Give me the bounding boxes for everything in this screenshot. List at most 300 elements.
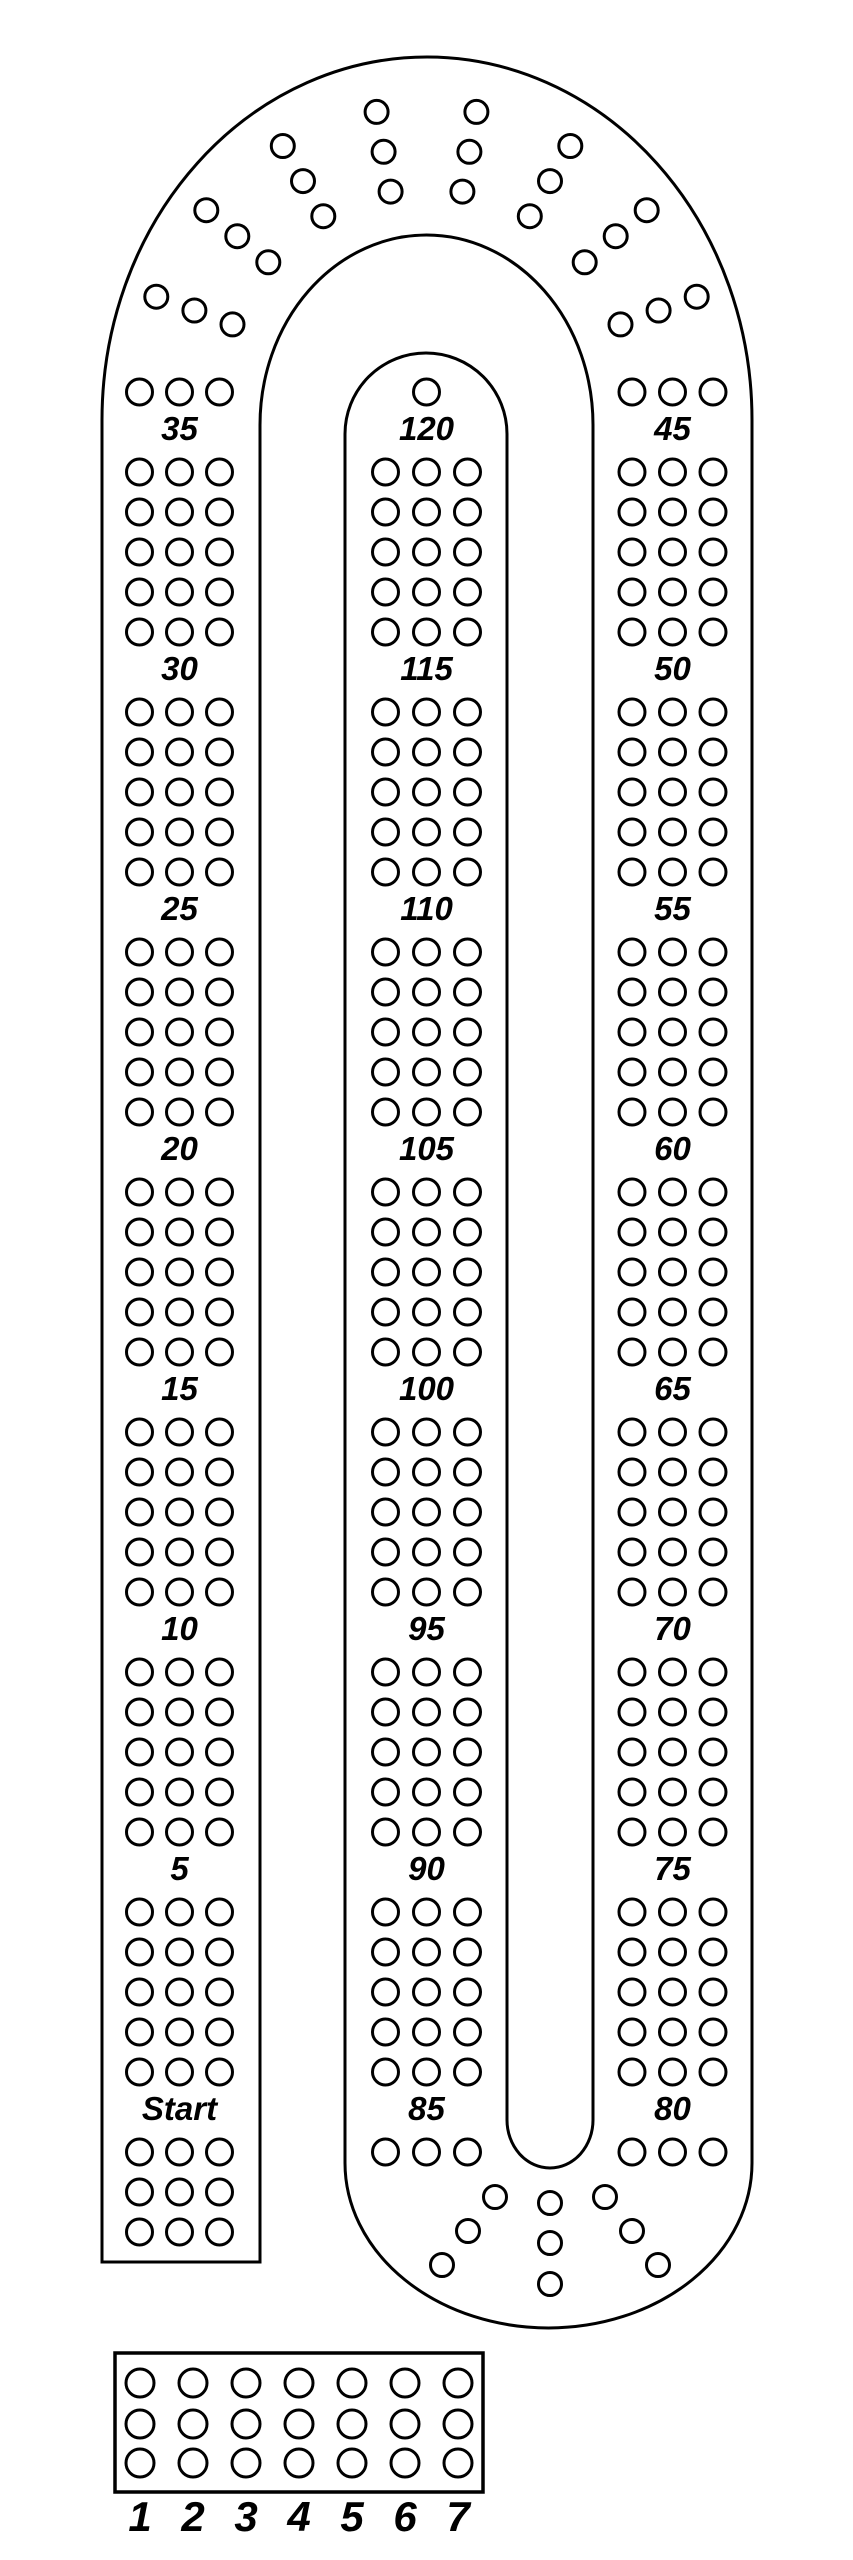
peg-hole	[455, 1019, 481, 1045]
peg-hole	[455, 619, 481, 645]
peg-hole	[221, 313, 244, 336]
peg-hole	[127, 499, 153, 525]
peg-hole	[207, 1299, 233, 1325]
peg-hole	[373, 1699, 399, 1725]
peg-box-number-6: 6	[393, 2493, 417, 2540]
peg-hole	[167, 1659, 193, 1685]
peg-hole	[455, 1779, 481, 1805]
peg-hole	[167, 1059, 193, 1085]
peg-hole	[373, 1979, 399, 2005]
peg-hole	[647, 2254, 670, 2277]
peg-hole	[700, 1579, 726, 1605]
peg-box-number-2: 2	[181, 2493, 205, 2540]
peg-hole	[660, 979, 686, 1005]
peg-hole	[127, 1499, 153, 1525]
peg-hole	[700, 579, 726, 605]
peg-hole	[451, 180, 474, 203]
peg-hole	[414, 1179, 440, 1205]
peg-hole	[619, 939, 645, 965]
peg-hole	[373, 1219, 399, 1245]
peg-hole	[619, 1979, 645, 2005]
peg-hole	[373, 699, 399, 725]
peg-hole	[391, 2449, 419, 2477]
peg-hole	[660, 699, 686, 725]
peg-hole	[167, 1779, 193, 1805]
peg-hole	[207, 1059, 233, 1085]
peg-hole	[207, 2219, 233, 2245]
peg-hole	[373, 1339, 399, 1365]
peg-hole	[207, 1019, 233, 1045]
peg-hole	[700, 859, 726, 885]
peg-hole	[127, 1659, 153, 1685]
peg-box-number-7: 7	[446, 2493, 470, 2540]
peg-hole	[207, 1579, 233, 1605]
peg-hole	[455, 1499, 481, 1525]
peg-hole	[700, 1179, 726, 1205]
peg-hole	[660, 1339, 686, 1365]
peg-hole	[414, 699, 440, 725]
peg-hole	[660, 739, 686, 765]
peg-hole	[414, 1579, 440, 1605]
peg-hole	[179, 2449, 207, 2477]
peg-hole	[700, 1979, 726, 2005]
track-label-left-1: 30	[161, 650, 198, 687]
peg-hole	[373, 2019, 399, 2045]
track-label-left-6: 5	[170, 1850, 189, 1887]
peg-hole	[207, 459, 233, 485]
peg-hole	[455, 2139, 481, 2165]
peg-hole	[373, 1939, 399, 1965]
peg-hole	[373, 739, 399, 765]
peg-hole	[167, 819, 193, 845]
peg-hole	[455, 1739, 481, 1765]
peg-hole	[414, 1259, 440, 1285]
peg-hole	[414, 1939, 440, 1965]
peg-hole	[455, 1179, 481, 1205]
peg-hole	[167, 859, 193, 885]
peg-hole	[700, 2019, 726, 2045]
peg-hole	[414, 1099, 440, 1125]
peg-hole	[414, 459, 440, 485]
peg-hole	[455, 1979, 481, 2005]
peg-hole	[700, 1059, 726, 1085]
peg-hole	[127, 2179, 153, 2205]
peg-hole	[414, 1299, 440, 1325]
peg-hole	[455, 1539, 481, 1565]
peg-hole	[179, 2369, 207, 2397]
peg-hole	[127, 1579, 153, 1605]
track-label-middle-5: 95	[408, 1610, 445, 1647]
peg-hole	[207, 1739, 233, 1765]
peg-hole	[660, 1419, 686, 1445]
peg-hole	[660, 1459, 686, 1485]
peg-hole	[207, 779, 233, 805]
peg-hole	[373, 819, 399, 845]
peg-hole	[619, 619, 645, 645]
track-label-left-3: 20	[161, 1130, 198, 1167]
peg-hole	[700, 979, 726, 1005]
peg-hole	[700, 1739, 726, 1765]
peg-hole	[619, 1339, 645, 1365]
peg-hole	[127, 2139, 153, 2165]
peg-hole	[685, 285, 708, 308]
peg-hole	[373, 1739, 399, 1765]
peg-hole	[619, 1259, 645, 1285]
peg-hole	[619, 499, 645, 525]
peg-hole	[167, 1419, 193, 1445]
peg-hole	[127, 1939, 153, 1965]
peg-hole	[700, 2059, 726, 2085]
peg-hole	[207, 499, 233, 525]
peg-hole	[660, 779, 686, 805]
peg-hole	[455, 1059, 481, 1085]
peg-hole	[167, 2219, 193, 2245]
peg-hole	[127, 739, 153, 765]
peg-hole	[457, 2220, 480, 2243]
peg-hole	[455, 2019, 481, 2045]
peg-hole	[127, 2019, 153, 2045]
peg-hole	[619, 1179, 645, 1205]
peg-hole	[127, 379, 153, 405]
peg-hole	[207, 1459, 233, 1485]
peg-hole	[455, 779, 481, 805]
peg-hole	[700, 1459, 726, 1485]
peg-hole	[207, 1259, 233, 1285]
peg-hole	[444, 2449, 472, 2477]
peg-hole	[207, 1099, 233, 1125]
peg-hole	[207, 1659, 233, 1685]
peg-hole	[167, 1699, 193, 1725]
peg-hole	[444, 2410, 472, 2438]
peg-hole	[373, 1259, 399, 1285]
peg-hole	[167, 1459, 193, 1485]
peg-hole	[414, 499, 440, 525]
peg-hole	[539, 2192, 562, 2215]
peg-hole	[700, 379, 726, 405]
board-outline	[102, 57, 752, 2328]
peg-hole	[619, 579, 645, 605]
track-label-middle-6: 90	[408, 1850, 445, 1887]
peg-hole	[619, 379, 645, 405]
peg-hole	[167, 2179, 193, 2205]
peg-hole	[292, 170, 315, 193]
peg-hole	[167, 1539, 193, 1565]
peg-hole	[700, 619, 726, 645]
peg-hole	[455, 539, 481, 565]
peg-hole	[207, 1419, 233, 1445]
peg-hole	[167, 1339, 193, 1365]
peg-hole	[373, 1499, 399, 1525]
peg-hole	[285, 2410, 313, 2438]
peg-hole	[660, 1699, 686, 1725]
peg-hole	[455, 739, 481, 765]
peg-hole	[700, 539, 726, 565]
track-label-left-0: 35	[161, 410, 198, 447]
peg-hole	[700, 1019, 726, 1045]
peg-hole	[127, 1019, 153, 1045]
peg-hole	[127, 1819, 153, 1845]
peg-hole	[414, 1059, 440, 1085]
peg-hole	[167, 1299, 193, 1325]
peg-hole	[619, 1699, 645, 1725]
peg-hole	[373, 1459, 399, 1485]
peg-hole	[700, 819, 726, 845]
peg-hole	[373, 1299, 399, 1325]
peg-hole	[127, 1219, 153, 1245]
peg-hole	[455, 1579, 481, 1605]
peg-hole	[126, 2369, 154, 2397]
peg-hole	[127, 1539, 153, 1565]
peg-hole	[373, 579, 399, 605]
peg-hole	[207, 939, 233, 965]
peg-hole	[619, 1499, 645, 1525]
peg-hole	[207, 1819, 233, 1845]
peg-hole	[455, 1339, 481, 1365]
peg-hole	[414, 779, 440, 805]
peg-hole	[126, 2449, 154, 2477]
peg-hole	[183, 299, 206, 322]
peg-hole	[167, 499, 193, 525]
peg-hole	[619, 2139, 645, 2165]
track-label-left-7: Start	[141, 2090, 218, 2127]
peg-hole	[660, 619, 686, 645]
peg-hole	[604, 225, 627, 248]
peg-hole	[619, 779, 645, 805]
peg-hole	[127, 1899, 153, 1925]
peg-hole	[379, 180, 402, 203]
peg-hole	[167, 2059, 193, 2085]
peg-hole	[207, 1539, 233, 1565]
peg-hole	[127, 979, 153, 1005]
peg-hole	[207, 1899, 233, 1925]
track-label-left-4: 15	[161, 1370, 198, 1407]
peg-hole	[619, 1819, 645, 1845]
peg-hole	[700, 1939, 726, 1965]
track-label-right-3: 60	[654, 1130, 691, 1167]
peg-hole	[700, 939, 726, 965]
peg-hole	[167, 1819, 193, 1845]
peg-hole	[660, 1059, 686, 1085]
peg-hole	[594, 2186, 617, 2209]
peg-hole	[179, 2410, 207, 2438]
track-label-left-2: 25	[161, 890, 198, 927]
peg-hole	[127, 1699, 153, 1725]
peg-hole	[619, 1739, 645, 1765]
peg-hole	[647, 299, 670, 322]
peg-hole	[455, 699, 481, 725]
peg-hole	[285, 2369, 313, 2397]
peg-hole	[127, 1419, 153, 1445]
peg-box-number-4: 4	[287, 2493, 311, 2540]
peg-hole	[414, 579, 440, 605]
peg-hole	[365, 100, 388, 123]
peg-hole	[619, 1099, 645, 1125]
peg-hole	[207, 2019, 233, 2045]
peg-hole	[127, 1059, 153, 1085]
peg-hole	[660, 539, 686, 565]
track-label-right-4: 65	[654, 1370, 691, 1407]
peg-hole	[414, 1739, 440, 1765]
peg-hole	[455, 459, 481, 485]
peg-hole	[660, 1179, 686, 1205]
peg-hole	[167, 459, 193, 485]
track-label-right-1: 50	[654, 650, 691, 687]
peg-hole	[660, 1739, 686, 1765]
peg-hole	[539, 2232, 562, 2255]
peg-hole	[455, 859, 481, 885]
peg-hole	[619, 1059, 645, 1085]
peg-hole	[127, 1779, 153, 1805]
peg-hole	[207, 1939, 233, 1965]
peg-hole	[700, 1259, 726, 1285]
peg-hole	[621, 2220, 644, 2243]
peg-hole	[373, 499, 399, 525]
peg-hole	[455, 1899, 481, 1925]
peg-hole	[660, 1659, 686, 1685]
peg-hole	[660, 1779, 686, 1805]
peg-hole	[414, 1219, 440, 1245]
peg-hole	[559, 135, 582, 158]
peg-hole	[700, 2139, 726, 2165]
peg-hole	[619, 1779, 645, 1805]
peg-hole	[207, 1179, 233, 1205]
peg-hole	[126, 2410, 154, 2438]
peg-hole	[455, 579, 481, 605]
peg-hole	[660, 379, 686, 405]
peg-hole	[167, 579, 193, 605]
peg-hole	[619, 1579, 645, 1605]
peg-hole	[167, 539, 193, 565]
peg-hole	[373, 619, 399, 645]
peg-hole	[700, 779, 726, 805]
peg-hole	[167, 939, 193, 965]
peg-hole	[127, 779, 153, 805]
peg-hole	[127, 579, 153, 605]
peg-hole	[700, 1299, 726, 1325]
peg-hole	[660, 1299, 686, 1325]
peg-hole	[127, 539, 153, 565]
peg-hole	[660, 459, 686, 485]
track-label-right-5: 70	[654, 1610, 691, 1647]
peg-hole	[414, 1899, 440, 1925]
track-label-middle-7: 85	[408, 2090, 445, 2127]
peg-hole	[619, 539, 645, 565]
peg-hole	[312, 205, 335, 228]
peg-box-number-5: 5	[340, 2493, 364, 2540]
peg-hole	[373, 459, 399, 485]
peg-hole	[414, 539, 440, 565]
peg-hole	[207, 859, 233, 885]
peg-hole	[232, 2410, 260, 2438]
peg-hole	[167, 739, 193, 765]
peg-hole	[455, 939, 481, 965]
peg-hole	[414, 1419, 440, 1445]
peg-hole	[431, 2254, 454, 2277]
peg-hole	[127, 859, 153, 885]
peg-hole	[127, 459, 153, 485]
peg-hole	[373, 1179, 399, 1205]
peg-hole	[167, 619, 193, 645]
peg-hole	[700, 699, 726, 725]
peg-hole	[414, 1699, 440, 1725]
track-label-right-6: 75	[654, 1850, 691, 1887]
peg-hole	[455, 1699, 481, 1725]
peg-hole	[619, 739, 645, 765]
peg-hole	[619, 1419, 645, 1445]
peg-hole	[373, 1019, 399, 1045]
peg-hole	[127, 819, 153, 845]
peg-hole	[207, 1219, 233, 1245]
peg-hole	[373, 1659, 399, 1685]
peg-hole	[635, 199, 658, 222]
track-label-right-2: 55	[654, 890, 691, 927]
peg-hole	[338, 2410, 366, 2438]
peg-hole	[167, 1099, 193, 1125]
peg-hole	[127, 1179, 153, 1205]
peg-hole	[373, 1579, 399, 1605]
peg-hole	[167, 1739, 193, 1765]
peg-hole	[391, 2410, 419, 2438]
peg-hole	[373, 939, 399, 965]
peg-hole	[414, 2019, 440, 2045]
peg-hole	[455, 1659, 481, 1685]
peg-hole	[391, 2369, 419, 2397]
peg-hole	[660, 1939, 686, 1965]
peg-box-number-1: 1	[128, 2493, 152, 2540]
peg-hole	[700, 1819, 726, 1845]
peg-hole	[700, 1339, 726, 1365]
peg-hole	[619, 2059, 645, 2085]
peg-hole	[414, 1539, 440, 1565]
peg-hole	[414, 859, 440, 885]
peg-hole	[414, 1019, 440, 1045]
peg-hole	[414, 819, 440, 845]
peg-hole	[414, 739, 440, 765]
peg-hole	[127, 699, 153, 725]
peg-hole	[458, 140, 481, 163]
peg-hole	[660, 2139, 686, 2165]
peg-hole	[539, 170, 562, 193]
peg-hole	[207, 619, 233, 645]
peg-hole	[373, 2139, 399, 2165]
peg-hole	[660, 1019, 686, 1045]
track-label-middle-2: 110	[400, 890, 453, 927]
peg-hole	[414, 1659, 440, 1685]
peg-hole	[285, 2449, 313, 2477]
peg-hole	[167, 1979, 193, 2005]
peg-hole	[619, 1539, 645, 1565]
peg-hole	[619, 1299, 645, 1325]
peg-hole	[127, 2219, 153, 2245]
peg-hole	[127, 1739, 153, 1765]
peg-hole	[373, 2059, 399, 2085]
peg-hole	[700, 1099, 726, 1125]
peg-hole	[414, 979, 440, 1005]
peg-hole	[414, 1459, 440, 1485]
peg-hole	[167, 779, 193, 805]
peg-hole	[619, 819, 645, 845]
peg-hole	[660, 1099, 686, 1125]
track-label-middle-3: 105	[398, 1130, 455, 1167]
peg-hole	[207, 579, 233, 605]
peg-hole	[609, 313, 632, 336]
peg-hole	[167, 1259, 193, 1285]
peg-hole	[127, 939, 153, 965]
peg-hole	[207, 379, 233, 405]
peg-hole	[226, 225, 249, 248]
peg-hole	[619, 699, 645, 725]
peg-hole	[207, 739, 233, 765]
